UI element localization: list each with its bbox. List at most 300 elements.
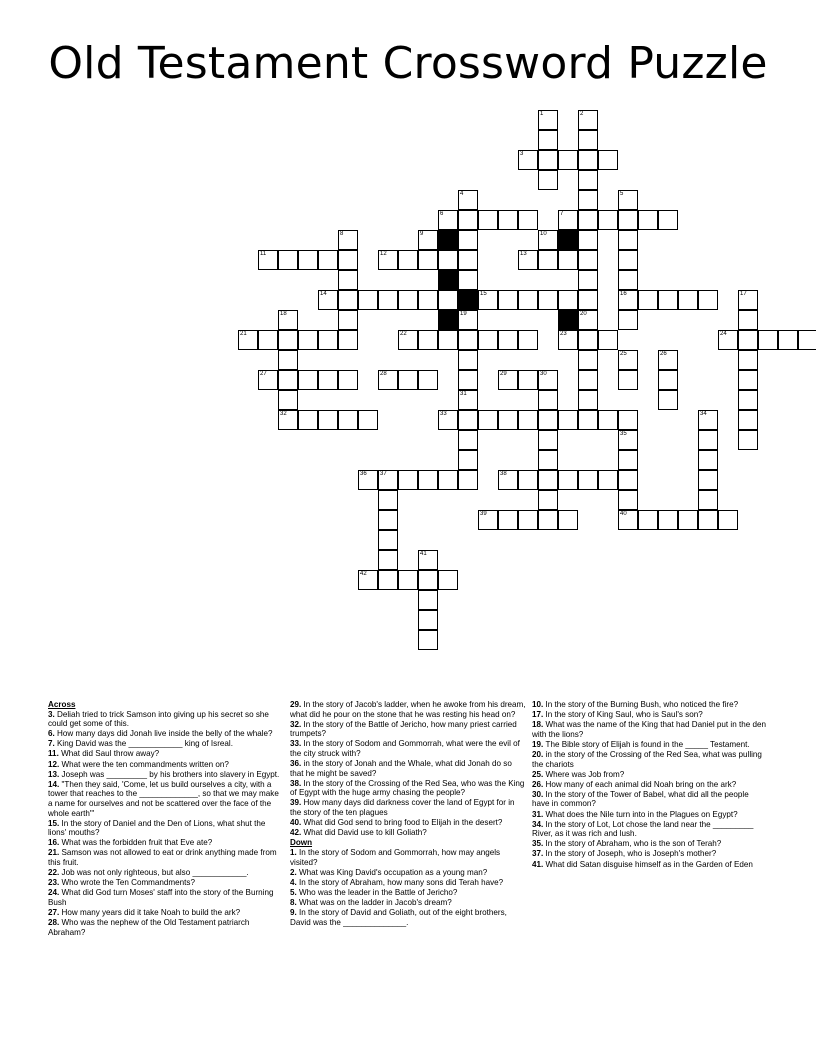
grid-cell[interactable] bbox=[438, 410, 458, 430]
clue-number: 9 bbox=[290, 907, 295, 917]
cell-number: 30 bbox=[540, 371, 547, 377]
clue-text: What did Saul throw away? bbox=[61, 749, 160, 759]
clue-item: 40. What did God send to bring food to Elijah in the desert? bbox=[290, 818, 503, 828]
grid-cell[interactable] bbox=[618, 310, 638, 330]
cell-number: 25 bbox=[620, 351, 627, 357]
clue-text: What does the Nile turn into in the Plagues on Egypt? bbox=[545, 809, 738, 819]
grid-cell[interactable] bbox=[738, 350, 758, 370]
clue-number: 38 bbox=[290, 778, 300, 788]
grid-block bbox=[438, 270, 458, 290]
clue-item: 21. Samson was not allowed to eat or drink anything made from this fruit. bbox=[48, 848, 277, 867]
grid-cell[interactable] bbox=[658, 210, 678, 230]
clue-number: 4 bbox=[290, 877, 295, 887]
clue-number: 36 bbox=[290, 759, 300, 769]
grid-cell[interactable] bbox=[638, 510, 658, 530]
cell-number: 12 bbox=[380, 251, 387, 257]
grid-cell[interactable] bbox=[338, 330, 358, 350]
clue-text: Where was Job from? bbox=[545, 769, 625, 779]
grid-cell[interactable] bbox=[738, 430, 758, 450]
grid-cell[interactable] bbox=[458, 410, 478, 430]
clue-text: What did God turn Moses' staff into the story of the Burning Bush bbox=[48, 888, 274, 907]
clue-number: 15 bbox=[48, 818, 58, 828]
grid-cell[interactable] bbox=[538, 410, 558, 430]
grid-cell[interactable] bbox=[538, 150, 558, 170]
cell-number: 32 bbox=[280, 411, 287, 417]
cell-number: 36 bbox=[360, 471, 367, 477]
grid-cell[interactable] bbox=[298, 330, 318, 350]
clue-text: The Bible story of Elijah is found in the _____ Testament. bbox=[545, 739, 750, 749]
grid-cell[interactable] bbox=[738, 310, 758, 330]
grid-cell[interactable] bbox=[538, 370, 558, 390]
grid-cell[interactable] bbox=[558, 210, 578, 230]
grid-cell[interactable] bbox=[578, 130, 598, 150]
grid-cell[interactable] bbox=[598, 410, 618, 430]
grid-cell[interactable] bbox=[578, 230, 598, 250]
grid-cell[interactable] bbox=[438, 330, 458, 350]
grid-cell[interactable] bbox=[618, 370, 638, 390]
grid-cell[interactable] bbox=[598, 210, 618, 230]
clue-text: In the story of the Crossing of the Red Sea, who was the King of Egypt with the huge army chasing the people? bbox=[290, 778, 525, 798]
grid-cell[interactable] bbox=[438, 570, 458, 590]
clue-item: 41. What did Satan disguise himself as in the Garden of Eden bbox=[532, 859, 753, 869]
clue-text: In the story of the Tower of Babel, what did all the people have in common? bbox=[532, 789, 749, 809]
cell-number: 23 bbox=[560, 331, 567, 337]
grid-cell[interactable] bbox=[498, 470, 518, 490]
clue-number: 24 bbox=[48, 888, 58, 898]
grid-cell[interactable] bbox=[538, 470, 558, 490]
clue-number: 42 bbox=[290, 828, 300, 838]
grid-cell[interactable] bbox=[738, 290, 758, 310]
clue-text: In the story of David and Goliath, out of the eight brothers, David was the ______________. bbox=[290, 907, 507, 927]
cell-number: 35 bbox=[620, 431, 627, 437]
clue-text: Who was the leader in the Battle of Jericho? bbox=[299, 887, 458, 897]
grid-cell[interactable] bbox=[418, 250, 438, 270]
clue-text: In the story of Jacob's ladder, when he awoke from his dream, what did he pour on the stone that he was resting his head on? bbox=[290, 700, 526, 719]
cell-number: 9 bbox=[420, 231, 424, 237]
clue-number: 17 bbox=[532, 710, 542, 720]
clue-item: 30. In the story of the Tower of Babel, what did all the people have in common? bbox=[532, 789, 749, 809]
cell-number: 14 bbox=[320, 291, 327, 297]
grid-cell[interactable] bbox=[498, 510, 518, 530]
grid-cell[interactable] bbox=[698, 490, 718, 510]
grid-cell[interactable] bbox=[658, 510, 678, 530]
grid-cell[interactable] bbox=[518, 210, 538, 230]
across-heading: Across bbox=[48, 700, 76, 709]
grid-cell[interactable] bbox=[478, 330, 498, 350]
down-heading: Down bbox=[290, 838, 313, 848]
clue-item: 32. In the story of the Battle of Jericho, how many priest carried trumpets? bbox=[290, 719, 517, 739]
grid-cell[interactable] bbox=[438, 250, 458, 270]
grid-cell[interactable] bbox=[338, 310, 358, 330]
cell-number: 21 bbox=[240, 331, 247, 337]
grid-cell[interactable] bbox=[558, 510, 578, 530]
clue-number: 2 bbox=[290, 867, 295, 877]
clue-number: 18 bbox=[532, 720, 542, 730]
grid-block bbox=[458, 290, 478, 310]
grid-cell[interactable] bbox=[418, 570, 438, 590]
grid-cell[interactable] bbox=[618, 470, 638, 490]
grid-cell[interactable] bbox=[578, 150, 598, 170]
grid-cell[interactable] bbox=[618, 250, 638, 270]
grid-cell[interactable] bbox=[458, 390, 478, 410]
clue-text: In the story of Lot, Lot chose the land near the _________ River, as it was rich and lush. bbox=[532, 819, 754, 839]
grid-cell[interactable] bbox=[398, 290, 418, 310]
grid-cell[interactable] bbox=[738, 330, 758, 350]
grid-cell[interactable] bbox=[358, 410, 378, 430]
clue-number: 34 bbox=[532, 819, 542, 829]
grid-cell[interactable] bbox=[458, 190, 478, 210]
grid-cell[interactable] bbox=[538, 130, 558, 150]
clue-number: 23 bbox=[48, 878, 58, 888]
grid-cell[interactable] bbox=[558, 150, 578, 170]
grid-cell[interactable] bbox=[458, 370, 478, 390]
grid-cell[interactable] bbox=[578, 350, 598, 370]
cell-number: 38 bbox=[500, 471, 507, 477]
grid-cell[interactable] bbox=[518, 510, 538, 530]
clue-number: 30 bbox=[532, 789, 542, 799]
grid-cell[interactable] bbox=[278, 310, 298, 330]
grid-cell[interactable] bbox=[338, 290, 358, 310]
grid-cell[interactable] bbox=[698, 290, 718, 310]
grid-cell[interactable] bbox=[498, 290, 518, 310]
grid-cell[interactable] bbox=[538, 510, 558, 530]
grid-cell[interactable] bbox=[318, 250, 338, 270]
clue-item: 4. In the story of Abraham, how many sons did Terah have? bbox=[290, 877, 504, 887]
clue-item: 22. Job was not only righteous, but also ____________. bbox=[48, 868, 249, 878]
grid-block bbox=[558, 310, 578, 330]
clue-item: 5. Who was the leader in the Battle of Jericho? bbox=[290, 887, 458, 897]
grid-cell[interactable] bbox=[738, 390, 758, 410]
clue-item: 26. How many of each animal did Noah bring on the ark? bbox=[532, 779, 737, 789]
grid-cell[interactable] bbox=[498, 330, 518, 350]
clue-item: 7. King David was the ____________ king of Isreal. bbox=[48, 739, 233, 749]
clue-number: 37 bbox=[532, 849, 542, 859]
grid-cell[interactable] bbox=[418, 470, 438, 490]
grid-cell[interactable] bbox=[578, 390, 598, 410]
grid-cell[interactable] bbox=[378, 250, 398, 270]
clue-number: 5 bbox=[290, 887, 295, 897]
grid-cell[interactable] bbox=[418, 630, 438, 650]
grid-cell[interactable] bbox=[698, 430, 718, 450]
grid-cell[interactable] bbox=[418, 290, 438, 310]
grid-cell[interactable] bbox=[718, 330, 738, 350]
cell-number: 15 bbox=[480, 291, 487, 297]
grid-cell[interactable] bbox=[538, 290, 558, 310]
clue-text: In the story of Sodom and Gommorrah, how may angels visited? bbox=[290, 847, 501, 867]
grid-cell[interactable] bbox=[458, 330, 478, 350]
grid-cell[interactable] bbox=[618, 510, 638, 530]
grid-cell[interactable] bbox=[578, 210, 598, 230]
grid-cell[interactable] bbox=[298, 250, 318, 270]
grid-cell[interactable] bbox=[458, 470, 478, 490]
clue-column-2 bbox=[290, 700, 526, 928]
grid-cell[interactable] bbox=[478, 510, 498, 530]
cell-number: 17 bbox=[740, 291, 747, 297]
clue-number: 28 bbox=[48, 918, 58, 928]
cell-number: 24 bbox=[720, 331, 727, 337]
grid-cell[interactable] bbox=[378, 510, 398, 530]
clue-item: 18. What was the name of the King that had Daniel put in the den with the lions? bbox=[532, 720, 766, 739]
grid-cell[interactable] bbox=[398, 570, 418, 590]
clue-item: 11. What did Saul throw away? bbox=[48, 749, 160, 759]
clue-text: How many days did Jonah live inside the belly of the whale? bbox=[57, 729, 273, 739]
clue-number: 16 bbox=[48, 838, 58, 848]
clue-number: 21 bbox=[48, 848, 58, 858]
grid-cell[interactable] bbox=[318, 410, 338, 430]
grid-cell[interactable] bbox=[658, 390, 678, 410]
clue-number: 6 bbox=[48, 729, 53, 739]
grid-cell[interactable] bbox=[298, 410, 318, 430]
clue-text: How many days did darkness cover the land of Egypt for in the story of the ten plagues bbox=[290, 798, 515, 818]
grid-cell[interactable] bbox=[578, 330, 598, 350]
grid-cell[interactable] bbox=[438, 470, 458, 490]
cell-number: 28 bbox=[380, 371, 387, 377]
grid-cell[interactable] bbox=[618, 430, 638, 450]
grid-cell[interactable] bbox=[418, 330, 438, 350]
page-title: Old Testament Crossword Puzzle bbox=[48, 38, 768, 89]
grid-cell[interactable] bbox=[258, 370, 278, 390]
grid-cell[interactable] bbox=[738, 410, 758, 430]
clue-item: 35. In the story of Abraham, who is the son of Terah? bbox=[532, 839, 722, 849]
clue-item: 9. In the story of David and Goliath, out of the eight brothers, David was the ______________. bbox=[290, 907, 507, 927]
clue-text: What were the ten commandments written on? bbox=[61, 759, 229, 769]
clue-text: What was the forbidden fruit that Eve ate? bbox=[61, 838, 213, 848]
clue-text: What did David use to kill Goliath? bbox=[303, 828, 427, 838]
clue-text: In the story of Abraham, how many sons did Terah have? bbox=[299, 877, 504, 887]
grid-cell[interactable] bbox=[418, 590, 438, 610]
grid-cell[interactable] bbox=[278, 370, 298, 390]
grid-cell[interactable] bbox=[338, 410, 358, 430]
clue-item: 28. Who was the nephew of the Old Testament patriarch Abraham? bbox=[48, 918, 250, 937]
grid-cell[interactable] bbox=[378, 530, 398, 550]
grid-cell[interactable] bbox=[538, 230, 558, 250]
clue-number: 40 bbox=[290, 818, 300, 828]
grid-cell[interactable] bbox=[398, 470, 418, 490]
grid-cell[interactable] bbox=[698, 450, 718, 470]
grid-cell[interactable] bbox=[418, 550, 438, 570]
grid-cell[interactable] bbox=[578, 110, 598, 130]
grid-cell[interactable] bbox=[298, 370, 318, 390]
grid-cell[interactable] bbox=[618, 350, 638, 370]
cell-number: 42 bbox=[360, 571, 367, 577]
clue-text: What was on the ladder in Jacob's dream? bbox=[299, 897, 452, 907]
grid-cell[interactable] bbox=[578, 410, 598, 430]
grid-cell[interactable] bbox=[398, 330, 418, 350]
clue-text: What did Satan disguise himself as in the Garden of Eden bbox=[545, 859, 753, 869]
grid-cell[interactable] bbox=[278, 390, 298, 410]
grid-cell[interactable] bbox=[518, 330, 538, 350]
grid-cell[interactable] bbox=[458, 270, 478, 290]
grid-cell[interactable] bbox=[658, 350, 678, 370]
cell-number: 3 bbox=[520, 151, 524, 157]
grid-cell[interactable] bbox=[358, 470, 378, 490]
grid-cell[interactable] bbox=[618, 450, 638, 470]
grid-cell[interactable] bbox=[238, 330, 258, 350]
grid-cell[interactable] bbox=[378, 290, 398, 310]
clue-item: 31. What does the Nile turn into in the Plagues on Egypt? bbox=[532, 809, 738, 819]
grid-cell[interactable] bbox=[578, 470, 598, 490]
grid-cell[interactable] bbox=[718, 510, 738, 530]
grid-cell[interactable] bbox=[378, 550, 398, 570]
grid-cell[interactable] bbox=[538, 490, 558, 510]
grid-cell[interactable] bbox=[518, 470, 538, 490]
grid-cell[interactable] bbox=[318, 370, 338, 390]
grid-cell[interactable] bbox=[338, 230, 358, 250]
grid-cell[interactable] bbox=[378, 490, 398, 510]
clue-number: 13 bbox=[48, 769, 58, 779]
grid-cell[interactable] bbox=[478, 410, 498, 430]
grid-cell[interactable] bbox=[398, 370, 418, 390]
clue-number: 12 bbox=[48, 759, 58, 769]
grid-cell[interactable] bbox=[558, 290, 578, 310]
grid-cell[interactable] bbox=[438, 290, 458, 310]
clue-text: Who was the nephew of the Old Testament patriarch Abraham? bbox=[48, 918, 250, 937]
clue-item: 6. How many days did Jonah live inside the belly of the whale? bbox=[48, 729, 273, 739]
grid-cell[interactable] bbox=[518, 370, 538, 390]
cell-number: 18 bbox=[280, 311, 287, 317]
grid-cell[interactable] bbox=[278, 410, 298, 430]
grid-cell[interactable] bbox=[518, 410, 538, 430]
grid-cell[interactable] bbox=[538, 170, 558, 190]
grid-cell[interactable] bbox=[458, 350, 478, 370]
grid-cell[interactable] bbox=[338, 270, 358, 290]
grid-cell[interactable] bbox=[458, 250, 478, 270]
clue-text: Job was not only righteous, but also ____________. bbox=[61, 868, 249, 878]
grid-cell[interactable] bbox=[578, 250, 598, 270]
grid-cell[interactable] bbox=[618, 410, 638, 430]
grid-cell[interactable] bbox=[278, 250, 298, 270]
clue-item: 19. The Bible story of Elijah is found in the _____ Testament. bbox=[532, 739, 750, 749]
grid-cell[interactable] bbox=[758, 330, 778, 350]
grid-cell[interactable] bbox=[458, 210, 478, 230]
grid-cell[interactable] bbox=[578, 270, 598, 290]
grid-cell[interactable] bbox=[278, 350, 298, 370]
grid-cell[interactable] bbox=[438, 210, 458, 230]
grid-cell[interactable] bbox=[678, 290, 698, 310]
grid-cell[interactable] bbox=[598, 330, 618, 350]
clue-number: 8 bbox=[290, 897, 295, 907]
grid-cell[interactable] bbox=[618, 490, 638, 510]
clue-item: 13. Joseph was _________ by his brothers into slavery in Egypt. bbox=[48, 769, 280, 779]
grid-cell[interactable] bbox=[338, 370, 358, 390]
clue-item: 17. In the story of King Saul, who is Saul's son? bbox=[532, 710, 703, 720]
grid-cell[interactable] bbox=[458, 450, 478, 470]
grid-cell[interactable] bbox=[558, 410, 578, 430]
grid-cell[interactable] bbox=[498, 410, 518, 430]
grid-cell[interactable] bbox=[538, 430, 558, 450]
grid-cell[interactable] bbox=[618, 190, 638, 210]
grid-cell[interactable] bbox=[598, 470, 618, 490]
cell-number: 33 bbox=[440, 411, 447, 417]
clue-text: King David was the ____________ king of Isreal. bbox=[57, 739, 233, 749]
grid-cell[interactable] bbox=[578, 170, 598, 190]
grid-cell[interactable] bbox=[658, 290, 678, 310]
grid-cell[interactable] bbox=[558, 250, 578, 270]
grid-cell[interactable] bbox=[458, 310, 478, 330]
grid-cell[interactable] bbox=[518, 150, 538, 170]
grid-cell[interactable] bbox=[378, 570, 398, 590]
grid-cell[interactable] bbox=[618, 230, 638, 250]
clue-item: 39. How many days did darkness cover the land of Egypt for in the story of the ten plagues bbox=[290, 798, 515, 818]
clue-number: 35 bbox=[532, 839, 542, 849]
grid-cell[interactable] bbox=[578, 310, 598, 330]
grid-cell[interactable] bbox=[418, 610, 438, 630]
grid-block bbox=[438, 230, 458, 250]
grid-cell[interactable] bbox=[618, 270, 638, 290]
cell-number: 4 bbox=[460, 191, 464, 197]
grid-cell[interactable] bbox=[358, 290, 378, 310]
grid-cell[interactable] bbox=[498, 210, 518, 230]
grid-cell[interactable] bbox=[518, 290, 538, 310]
grid-cell[interactable] bbox=[258, 330, 278, 350]
grid-cell[interactable] bbox=[358, 570, 378, 590]
clue-column-3 bbox=[532, 700, 768, 870]
clue-number: 27 bbox=[48, 907, 58, 917]
grid-cell[interactable] bbox=[698, 410, 718, 430]
clue-number: 1 bbox=[290, 847, 295, 857]
grid-cell[interactable] bbox=[538, 250, 558, 270]
grid-cell[interactable] bbox=[678, 510, 698, 530]
clue-item: 15. In the story of Daniel and the Den of Lions, what shut the lions' mouths? bbox=[48, 818, 266, 838]
grid-cell[interactable] bbox=[278, 330, 298, 350]
grid-cell[interactable] bbox=[338, 250, 358, 270]
grid-cell[interactable] bbox=[618, 210, 638, 230]
grid-cell[interactable] bbox=[638, 210, 658, 230]
grid-cell[interactable] bbox=[458, 430, 478, 450]
grid-cell[interactable] bbox=[558, 470, 578, 490]
clue-item: 12. What were the ten commandments written on? bbox=[48, 759, 229, 769]
clue-item: 20. in the story of the Crossing of the Red Sea, what was pulling the chariots bbox=[532, 749, 762, 769]
clue-item: 25. Where was Job from? bbox=[532, 769, 625, 779]
clue-number: 41 bbox=[532, 859, 542, 869]
cell-number: 37 bbox=[380, 471, 387, 477]
grid-cell[interactable] bbox=[698, 510, 718, 530]
grid-cell[interactable] bbox=[258, 250, 278, 270]
grid-cell[interactable] bbox=[398, 250, 418, 270]
grid-cell[interactable] bbox=[518, 250, 538, 270]
grid-cell[interactable] bbox=[578, 290, 598, 310]
grid-cell[interactable] bbox=[738, 370, 758, 390]
grid-cell[interactable] bbox=[638, 290, 658, 310]
clue-text: Deliah tried to trick Samson into giving up his secret so she could get some of this. bbox=[48, 709, 269, 729]
grid-cell[interactable] bbox=[558, 330, 578, 350]
cell-number: 5 bbox=[620, 191, 624, 197]
grid-cell[interactable] bbox=[378, 370, 398, 390]
grid-cell[interactable] bbox=[538, 450, 558, 470]
grid-cell[interactable] bbox=[318, 290, 338, 310]
grid-cell[interactable] bbox=[578, 190, 598, 210]
grid-cell[interactable] bbox=[658, 370, 678, 390]
grid-cell[interactable] bbox=[498, 370, 518, 390]
grid-cell[interactable] bbox=[698, 470, 718, 490]
grid-cell[interactable] bbox=[538, 110, 558, 130]
grid-cell[interactable] bbox=[798, 330, 816, 350]
grid-cell[interactable] bbox=[458, 230, 478, 250]
grid-cell[interactable] bbox=[378, 470, 398, 490]
grid-cell[interactable] bbox=[778, 330, 798, 350]
grid-cell[interactable] bbox=[478, 290, 498, 310]
grid-cell[interactable] bbox=[318, 330, 338, 350]
cell-number: 31 bbox=[460, 391, 467, 397]
grid-cell[interactable] bbox=[478, 210, 498, 230]
grid-cell[interactable] bbox=[618, 290, 638, 310]
cell-number: 10 bbox=[540, 231, 547, 237]
grid-cell[interactable] bbox=[418, 230, 438, 250]
grid-cell[interactable] bbox=[578, 370, 598, 390]
grid-cell[interactable] bbox=[598, 150, 618, 170]
grid-cell[interactable] bbox=[418, 370, 438, 390]
grid-cell[interactable] bbox=[538, 390, 558, 410]
